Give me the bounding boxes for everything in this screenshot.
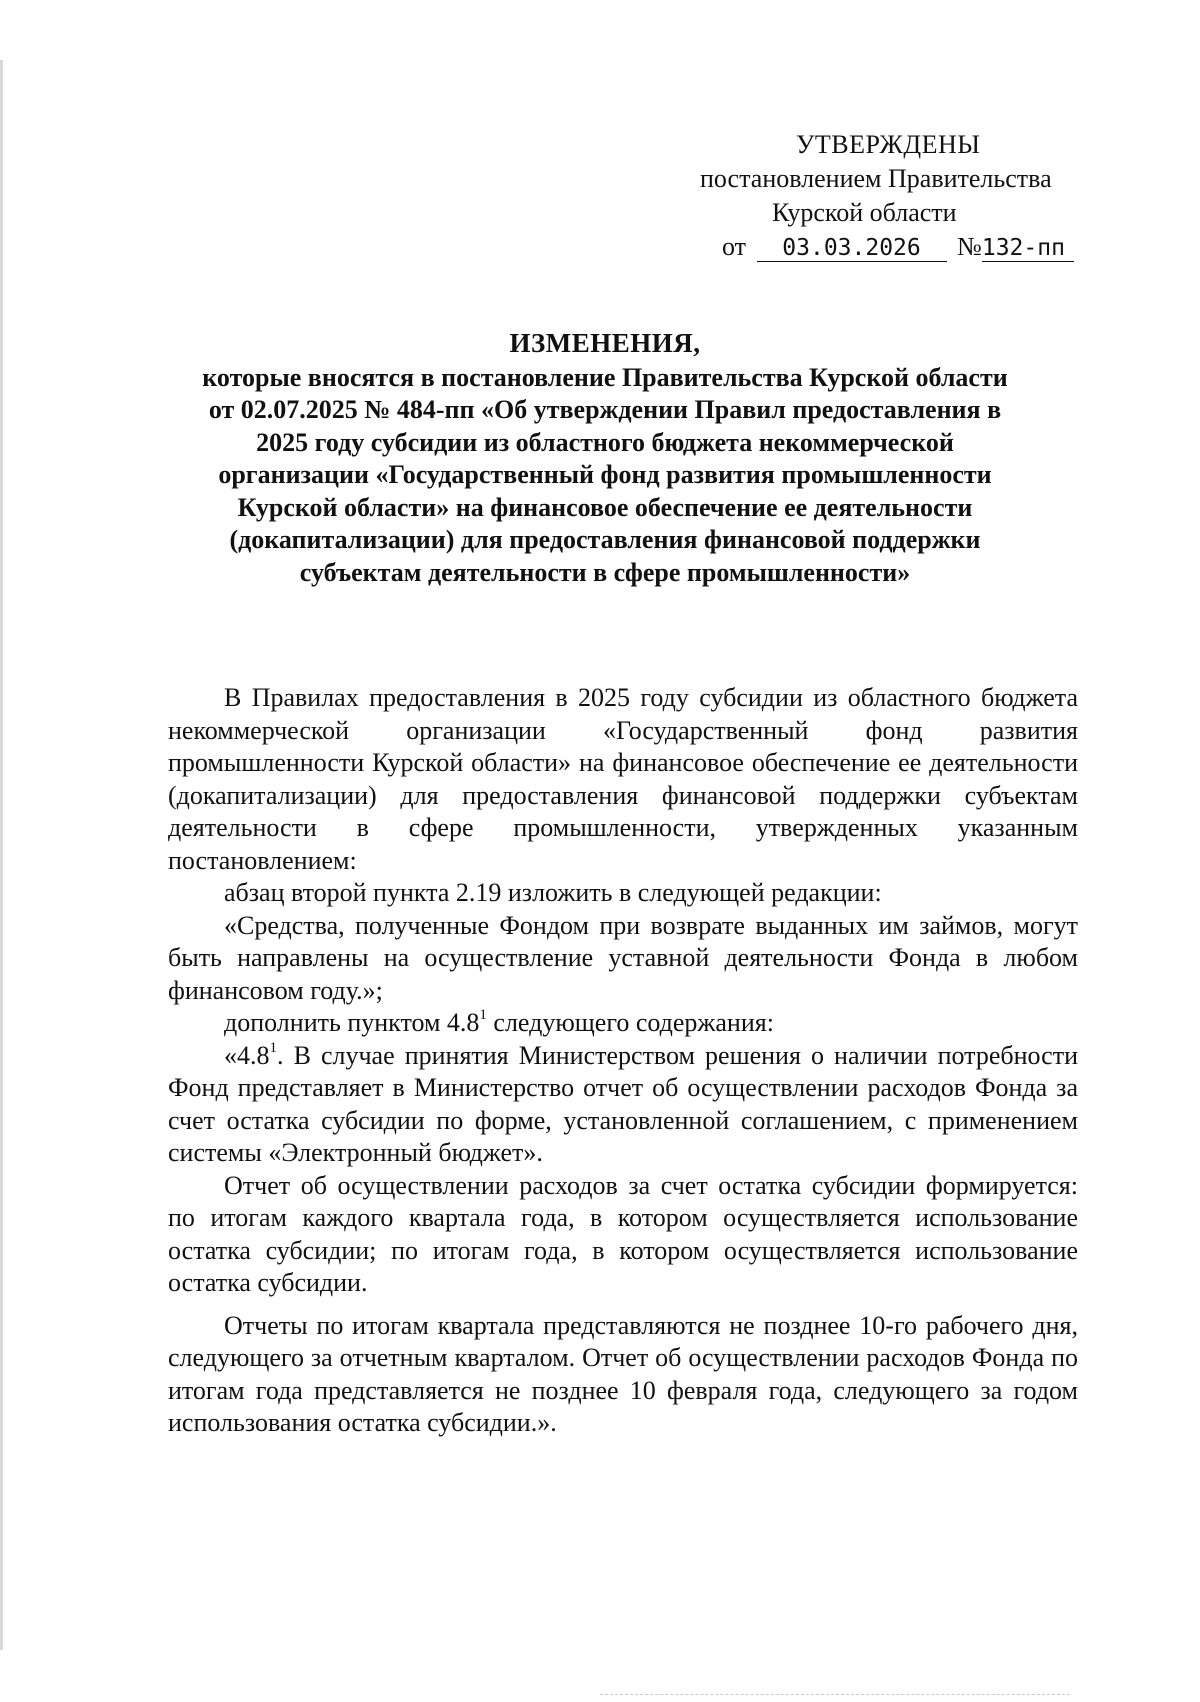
subtitle-line: (докапитализации) для предоставления финансовой поддержки	[229, 525, 981, 554]
paragraph-intro: В Правилах предоставления в 2025 году субсидии из областного бюджета некоммерческой организации «Государственный фонд развития промышленности Курской области» на финансовое обеспечение ее деятельности (докапитализации) для предоставления финансовой поддержки субъектам деятельности в сфере промышленности, утвержденных указанным постановлением:	[168, 683, 1078, 875]
point-number: «4.8	[224, 1040, 270, 1070]
add-point-text-end: следующего содержания:	[486, 1008, 774, 1037]
paragraph-instruction: абзац второй пункта 2.19 изложить в следующей редакции:	[224, 878, 882, 907]
subtitle-line: от 02.07.2025 № 484-пп «Об утверждении Правил предоставления в	[208, 395, 1002, 424]
approval-number: 132-пп	[982, 235, 1074, 262]
paragraph-new-wording: «Средства, полученные Фондом при возврате выданных им займов, могут быть направлены на осуществление уставной деятельности Фонда в любом финансовом году.»;	[168, 910, 1078, 1005]
scan-edge-bottom	[600, 1694, 1070, 1696]
approval-title: УТВЕРЖДЕНЫ	[796, 130, 981, 159]
paragraph-point-4-8-1	[168, 1040, 1078, 1170]
superscript: 1	[269, 1039, 277, 1056]
approval-issuer: постановлением Правительства	[700, 164, 1052, 193]
subtitle-line: 2025 году субсидии из областного бюджета некоммерческой	[256, 427, 954, 457]
superscript: 1	[479, 1007, 487, 1024]
document-body	[168, 682, 1078, 1440]
number-prefix: №	[957, 232, 982, 261]
approval-date-number-line	[690, 230, 1090, 264]
add-point-text: дополнить пунктом 4.8	[224, 1008, 480, 1037]
subtitle-line: Курской области» на финансовое обеспечение ее деятельности	[237, 492, 973, 522]
scan-edge-left	[0, 60, 3, 1650]
approval-block	[690, 128, 1090, 264]
subtitle-line: организации «Государственный фонд развития промышленности	[218, 460, 992, 489]
date-prefix: от	[722, 232, 747, 261]
subtitle-line: субъектам деятельности в сфере промышленности»	[299, 557, 911, 587]
point-text: . В случае принятия Министерством решения о наличии потребности Фонд представляет в Министерство отчет об осуществлении расходов Фонда за счет остатка субсидии по форме, установленной соглашением, с применением системы «Электронный бюджет».	[168, 1040, 1078, 1167]
title-heading: ИЗМЕНЕНИЯ,	[509, 328, 701, 358]
paragraph-report-formation: Отчет об осуществлении расходов за счет остатка субсидии формируется: по итогам каждого квартала года, в котором осуществляется использование остатка субсидии; по итогам года, в котором осуществляется использование остатка субсидии.	[168, 1170, 1078, 1297]
document-title	[150, 327, 1060, 589]
approval-date: 03.03.2026	[757, 235, 947, 262]
paragraph-report-deadlines: Отчеты по итогам квартала представляются не позднее 10-го рабочего дня, следующего за отчетным кварталом. Отчет об осуществлении расходов Фонда по итогам года представляется не позднее 10 февраля года, следующего за годом использования остатка субсидии.».	[168, 1310, 1078, 1437]
approval-region: Курской области	[772, 198, 957, 227]
paragraph-add-point	[168, 1007, 1078, 1040]
subtitle-line: которые вносятся в постановление Правительства Курской области	[202, 362, 1008, 392]
